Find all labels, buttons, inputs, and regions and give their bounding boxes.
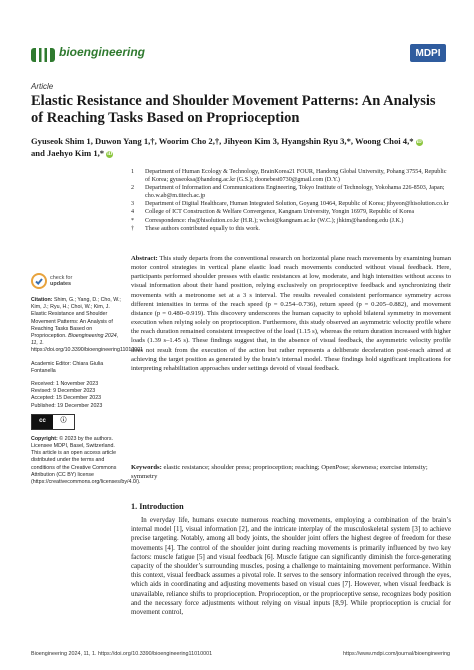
article-type: Article xyxy=(31,82,54,91)
affiliation-item xyxy=(131,200,451,208)
left-sidebar xyxy=(31,297,144,492)
date-published-value: 19 December 2023 xyxy=(57,402,103,409)
keywords xyxy=(131,463,451,481)
author-list xyxy=(31,135,451,159)
authors-line-2: and Jaehyo Kim 1,* xyxy=(31,148,105,158)
check-updates-icon xyxy=(31,273,47,289)
affiliation-text: Department of Human Ecology & Technology, BrainKorea21 FOUR, Handong Global University, Pohang 37554, Republic of Korea; gyuseoksa@handong.ac.kr (G.S.); doonebest0730@gmail.com (D.Y.) xyxy=(145,169,447,184)
affiliation-item xyxy=(131,225,451,233)
affiliation-number: 2 xyxy=(131,185,135,192)
affiliation-number: 3 xyxy=(131,201,135,208)
citation-journal-ref: Bioengineering 2024, 11, 1. xyxy=(31,333,119,347)
editor-label: Academic Editor: xyxy=(31,360,72,367)
affiliation-item xyxy=(131,217,451,225)
affiliation-number: † xyxy=(131,225,135,232)
affiliation-item xyxy=(131,208,451,216)
journal-name[interactable]: bioengineering xyxy=(59,45,146,59)
citation-doi-link[interactable]: https://doi.org/10.3390/bioengineering11010001 xyxy=(31,347,144,354)
editor-name: Chiara Giulia Fontanella xyxy=(31,360,104,374)
dates-block xyxy=(31,381,123,410)
mdpi-logo[interactable]: MDPI xyxy=(410,44,446,62)
check-updates-line-1: check for xyxy=(50,274,73,281)
abstract-text: This study departs from the conventional research on horizontal plane reach movements by examining human motor control strategies in vertical plane elastic load reach movements conducted without visual feedback. Here, participants performed shoulder presses with elastic resistances at low, moderate, and high intensities without access to visual information about their hand position, relying exclusively on proprioceptive feedback and synchronizing their movements with a metronome set at a 3 s interval. The results revealed consistent performance symmetry across different intensities in terms of the reach speed (p = 0.254–0.736), return speed (p = 0.205–0.882), and movement distance (p = 0.480–0.919). This discovery underscores the human capacity to uphold bilateral symmetry in movement execution when relying solely on proprioception. Furthermore, this study observed an asymmetric velocity profile where the reach duration remained consistent irrespective of the load (1.15 s), whereas the return duration increased with higher loads (1.39 s–1.45 s). These findings suggest that, in the absence of visual feedback, the asymmetric velocity profile does not result from the execution of the action but rather represents a deliberate deceleration post-reach aimed at achieving the target position as generated by the brain’s internal model. These findings hold significant implications for interpreting rehabilitation approaches under settings devoid of visual feedback. xyxy=(131,255,452,372)
article-title: Elastic Resistance and Shoulder Movement Patterns: An Analysis of Reaching Tasks Based on Proprioception xyxy=(31,93,436,126)
affiliation-text: Department of Information and Communications Engineering, Tokyo Institute of Technology, Yokohama 226-8503, Japan; cho.w.ab@m.titech.ac.jp xyxy=(145,185,445,200)
cc-by-license-badge[interactable] xyxy=(31,414,75,430)
abstract xyxy=(131,254,451,373)
citation-text: Shim, G.; Yang, D.; Cho, W.; Kim, J.; Ryu, H.; Choi, W.; Kim, J. Elastic Resistance and Shoulder Movement Patterns: An Analysis of Reaching Tasks Based on Proprioception. xyxy=(31,297,121,340)
journal-logo-icon xyxy=(31,44,55,64)
footer-journal-link[interactable]: https://www.mdpi.com/journal/bioengineering xyxy=(343,651,450,657)
section-heading: 1. Introduction xyxy=(131,502,184,511)
copyright-block xyxy=(31,435,141,486)
keywords-text: elastic resistance; shoulder press; proprioception; reaching; OpenPose; skewness; exercise intensity; symmetry xyxy=(131,464,428,481)
authors-line-1: Gyuseok Shim 1, Duwon Yang 1,†, Woorim Cho 2,†, Jihyeon Kim 3, Hyangshin Ryu 3,*, Woong Choi 4,* xyxy=(31,136,414,146)
abstract-label: Abstract: xyxy=(131,255,158,262)
citation-block xyxy=(31,297,144,355)
by-icon: ⓘ xyxy=(60,418,67,425)
date-received-label: Received: xyxy=(31,381,55,388)
affiliation-number: 1 xyxy=(131,169,135,175)
cc-icon: cc xyxy=(32,415,53,429)
affiliation-item xyxy=(131,168,451,184)
copyright-label: Copyright: xyxy=(31,435,58,442)
keywords-label: Keywords: xyxy=(131,464,162,471)
introduction-paragraph: In everyday life, humans execute numerous reaching movements, employing a combination of the brain’s internal model [1], visual information [2], and the intricate interplay of the musculoskeletal system [3] to achieve precise targeting. Notably, among all body joints, the shoulder joint offers the highest degree of freedom for these movements [4]. The control of the shoulder joint during reaching movements is primarily influenced by two key factors: muscle fatigue [5] and visual feedback [6]. Muscle fatigue can significantly diminish the force-generating capacity of the shoulder’s surrounding muscles, posing a challenge to maintaining movement performance. Within this context, visual feedback assumes a pivotal role. It serves to the sensory information received through the eyes, which aids in coordinating and adjusting movements based on visual cues [7]. However, when visual feedback is unavailable, reliance shifts to proprioception. Proprioception, or the proprioceptive sense, recognizes body position and the necessary force adjustments without relying on visual inputs [8,9]. While proprioception is crucial for movement control, xyxy=(131,517,451,617)
date-revised-value: 9 December 2023 xyxy=(53,388,96,395)
footer-citation: Bioengineering 2024, 11, 1. https://doi.org/10.3390/bioengineering11010001 xyxy=(31,651,213,657)
affiliation-number: * xyxy=(131,217,135,224)
affiliation-text: These authors contributed equally to this work. xyxy=(145,225,260,232)
check-updates-line-2: updates xyxy=(50,281,72,287)
orcid-icon[interactable]: iD xyxy=(107,151,113,157)
date-received-value: 1 November 2023 xyxy=(56,381,99,388)
affiliations xyxy=(131,168,451,233)
affiliation-text: Correspondence: rhs@hisolution.co.kr (H.R.); wchoi@kangnam.ac.kr (W.C.); jhkim@handong.edu (J.K.) xyxy=(145,217,404,224)
affiliation-item xyxy=(131,184,451,200)
date-accepted-label: Accepted: xyxy=(31,395,55,402)
date-published-label: Published: xyxy=(31,402,56,409)
date-revised-label: Revised: xyxy=(31,388,52,395)
citation-label: Citation: xyxy=(31,297,53,303)
affiliation-text: College of ICT Construction & Welfare Convergence, Kangnam University, Yongin 16979, Republic of Korea xyxy=(145,209,415,216)
date-accepted-value: 15 December 2023 xyxy=(56,395,102,402)
check-for-updates-button[interactable] xyxy=(31,272,91,290)
affiliation-text: Department of Digital Healthcare, Human Integrated Solution, Goyang 10464, Republic of Korea; jihyeon@hisolution.co.kr xyxy=(145,201,449,208)
orcid-icon[interactable]: iD xyxy=(416,139,422,145)
affiliation-number: 4 xyxy=(131,209,135,216)
editor-block xyxy=(31,361,123,375)
copyright-text: © 2023 by the authors. Licensee MDPI, Basel, Switzerland. This article is an open access article distributed under the terms and conditions of the Creative Commons Attribution (CC BY) license (https://creativecommons.org/licenses/by/4.0/). xyxy=(31,435,141,486)
